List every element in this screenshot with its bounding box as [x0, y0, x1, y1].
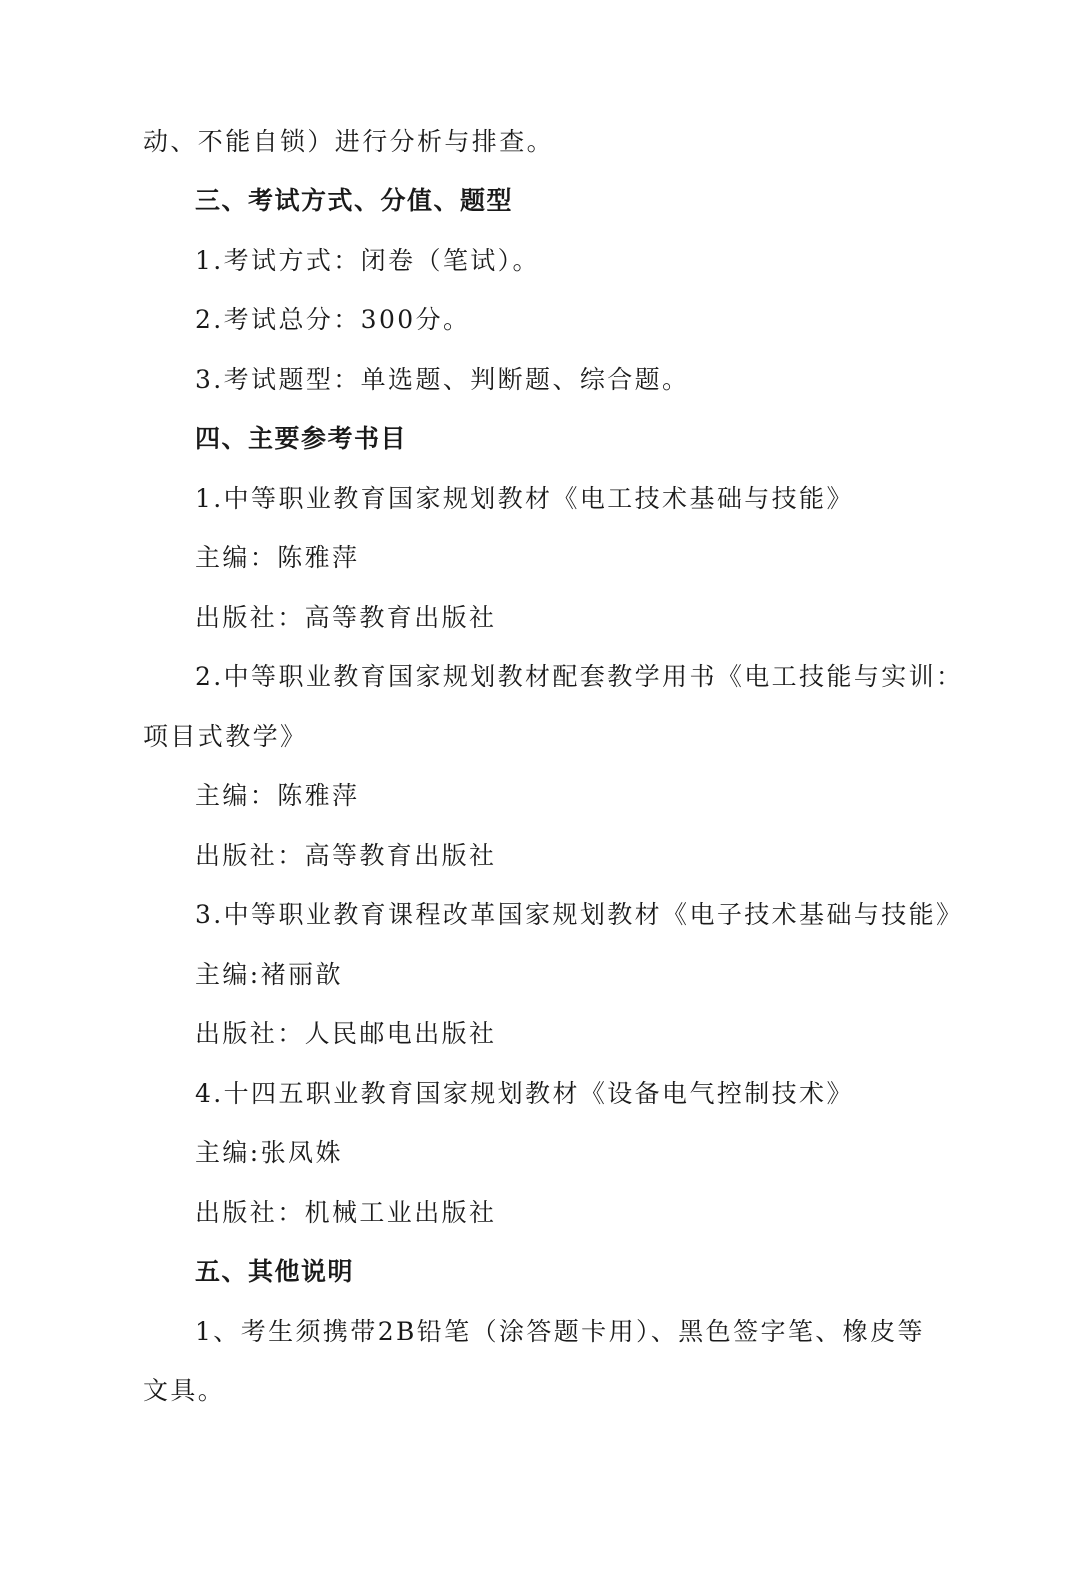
note-item-1: 1、考生须携带2B铅笔（涂答题卡用）、黑色签字笔、橡皮等	[195, 1317, 925, 1346]
section-heading-other-notes: 五、其他说明	[195, 1257, 355, 1286]
section-heading-exam-format: 三、考试方式、分值、题型	[195, 186, 514, 215]
paragraph-continuation: 动、不能自锁）进行分析与排查。	[143, 127, 555, 156]
book-publisher-3: 出版社：人民邮电出版社	[195, 1019, 497, 1048]
book-title-4: 4.十四五职业教育国家规划教材《设备电气控制技术》	[195, 1079, 854, 1108]
note-item-1-continuation: 文具。	[143, 1376, 226, 1405]
book-editor-3: 主编:褚丽歆	[195, 960, 343, 989]
book-editor-2: 主编：陈雅萍	[195, 781, 360, 810]
book-title-2: 2.中等职业教育国家规划教材配套教学用书《电工技能与实训：	[195, 662, 964, 691]
book-title-2-continuation: 项目式教学》	[143, 722, 308, 751]
book-publisher-2: 出版社：高等教育出版社	[195, 841, 497, 870]
book-title-3: 3.中等职业教育课程改革国家规划教材《电子技术基础与技能》	[195, 900, 964, 929]
book-title-1: 1.中等职业教育国家规划教材《电工技术基础与技能》	[195, 484, 854, 513]
list-item-question-types: 3.考试题型：单选题、判断题、综合题。	[195, 365, 690, 394]
book-publisher-1: 出版社：高等教育出版社	[195, 603, 497, 632]
book-editor-1: 主编：陈雅萍	[195, 543, 360, 572]
book-editor-4: 主编:张凤姝	[195, 1138, 343, 1167]
book-publisher-4: 出版社：机械工业出版社	[195, 1198, 497, 1227]
list-item-total-score: 2.考试总分：300分。	[195, 305, 471, 334]
list-item-exam-method: 1.考试方式：闭卷（笔试）。	[195, 246, 540, 275]
section-heading-reference-books: 四、主要参考书目	[195, 424, 408, 453]
